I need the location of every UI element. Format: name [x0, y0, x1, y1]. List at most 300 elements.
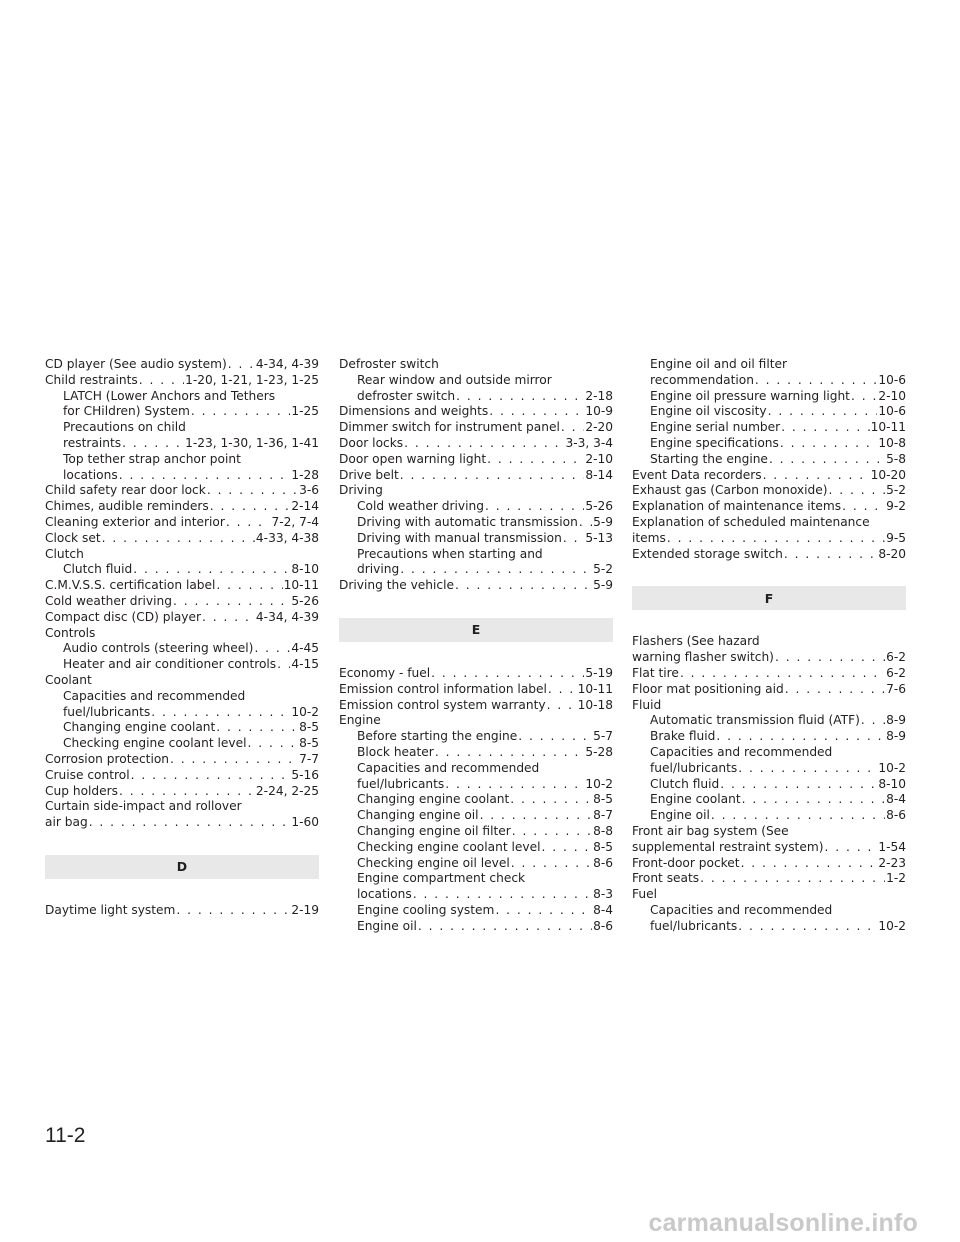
entry-text: Driving the vehicle: [339, 578, 454, 593]
index-subentry: [632, 745, 906, 761]
entry-text: items: [632, 530, 666, 545]
entry-text: Driving: [339, 483, 383, 498]
dot-leader: [561, 420, 584, 436]
index-entry: [45, 499, 319, 515]
index-subentry: [339, 824, 613, 840]
entry-text: warning flasher switch): [632, 650, 774, 665]
entry-text: defroster switch: [357, 388, 456, 403]
index-subentry: [339, 808, 613, 824]
entry-text: Curtain side-impact and rollover: [45, 799, 242, 814]
page-reference: 2-14: [291, 499, 319, 514]
entry-text: Starting the engine: [650, 451, 768, 466]
dot-leader: [191, 404, 290, 420]
index-subentry: [339, 761, 613, 777]
page-reference: 8-5: [593, 839, 613, 854]
entry-text: Exhaust gas (Carbon monoxide): [632, 483, 828, 498]
entry-text: Driving with automatic transmission: [357, 514, 578, 529]
page-reference: 10-11: [577, 681, 613, 696]
page-reference: 9-5: [886, 530, 906, 545]
index-subentry: [339, 840, 613, 856]
index-entry: [632, 666, 906, 682]
dot-leader: [489, 404, 584, 420]
entry-text: Chimes, audible reminders: [45, 499, 209, 514]
index-entry: [632, 515, 906, 531]
page-reference: 8-4: [593, 902, 613, 917]
index-entry: [45, 531, 319, 547]
page-reference: 10-11: [283, 578, 319, 593]
index-subentry: [339, 919, 613, 935]
page-reference: 4-33, 4-38: [255, 530, 319, 545]
page-reference: 1-54: [878, 839, 906, 854]
dot-leader: [780, 436, 877, 452]
dot-leader: [563, 531, 585, 547]
index-subentry: [632, 452, 906, 468]
dot-leader: [133, 562, 290, 578]
section-header: F: [632, 586, 906, 610]
entry-text: Dimensions and weights: [339, 404, 489, 419]
index-subentry: [339, 729, 613, 745]
index-entry: [632, 483, 906, 499]
index-subentry: [632, 436, 906, 452]
dot-leader: [216, 578, 282, 594]
index-entry: [632, 887, 906, 903]
entry-text: Fluid: [632, 697, 662, 712]
index-subentry: [339, 777, 613, 793]
entry-text: Engine oil pressure warning light: [650, 388, 850, 403]
index-entry: [45, 594, 319, 610]
entry-text: Cold weather driving: [357, 499, 484, 514]
page-reference: 2-20: [585, 420, 613, 435]
entry-text: Engine cooling system: [357, 902, 495, 917]
entry-text: Capacities and recommended: [650, 902, 833, 917]
page-reference: 10-11: [870, 420, 906, 435]
dot-leader: [541, 840, 592, 856]
page-reference: 8-9: [886, 729, 906, 744]
index-subentry: [45, 468, 319, 484]
index-subentry: [339, 871, 613, 887]
index-entry: [339, 420, 613, 436]
index-entry: [339, 682, 613, 698]
dot-leader: [851, 389, 877, 405]
index-subentry: [339, 887, 613, 903]
page-reference: 5-8: [886, 451, 906, 466]
index-entry: [339, 713, 613, 729]
dot-leader: [228, 357, 255, 373]
dot-leader: [277, 657, 290, 673]
page-reference: 8-4: [886, 792, 906, 807]
entry-text: Heater and air conditioner controls: [63, 657, 277, 672]
entry-text: for CHildren) System: [63, 404, 190, 419]
dot-leader: [400, 562, 592, 578]
page-reference: 10-2: [878, 918, 906, 933]
dot-leader: [755, 373, 877, 389]
index-subentry: [339, 562, 613, 578]
index-entry: [632, 547, 906, 563]
entry-text: Controls: [45, 625, 96, 640]
index-entry: [45, 357, 319, 373]
entry-text: C.M.V.S.S. certification label: [45, 578, 216, 593]
dot-leader: [716, 729, 885, 745]
index-column-2: [339, 357, 613, 935]
dot-leader: [131, 768, 291, 784]
dot-leader: [413, 887, 592, 903]
index-entry: [45, 815, 319, 831]
index-subentry: [632, 777, 906, 793]
dot-leader: [579, 515, 592, 531]
entry-text: Floor mat positioning aid: [632, 681, 784, 696]
dot-leader: [400, 468, 585, 484]
page-reference: 2-24, 2-25: [255, 783, 319, 798]
entry-text: Clutch fluid: [63, 562, 133, 577]
dot-leader: [456, 389, 584, 405]
dot-leader: [738, 919, 877, 935]
index-subentry: [632, 404, 906, 420]
entry-text: Brake fluid: [650, 729, 716, 744]
dot-leader: [202, 610, 255, 626]
index-entry: [632, 856, 906, 872]
dot-leader: [680, 666, 885, 682]
entry-text: Engine: [339, 713, 381, 728]
entry-text: Front seats: [632, 871, 700, 886]
page-reference: 4-15: [291, 657, 319, 672]
dot-leader: [170, 752, 298, 768]
entry-text: Changing engine coolant: [357, 792, 510, 807]
entry-text: Child safety rear door lock: [45, 483, 206, 498]
page-reference: 8-20: [878, 546, 906, 561]
dot-leader: [431, 666, 584, 682]
dot-leader: [512, 824, 592, 840]
page-reference: 5-19: [585, 665, 613, 680]
index-subentry: [632, 808, 906, 824]
page-reference: 10-6: [878, 404, 906, 419]
dot-leader: [254, 641, 290, 657]
entry-text: restraints: [63, 435, 122, 450]
entry-text: Precautions on child: [63, 420, 186, 435]
dot-leader: [455, 578, 592, 594]
dot-leader: [842, 499, 885, 515]
dot-leader: [824, 840, 877, 856]
index-subentry: [339, 515, 613, 531]
index-entry: [45, 784, 319, 800]
entry-text: Dimmer switch for instrument panel: [339, 420, 560, 435]
dot-leader: [548, 682, 577, 698]
entry-text: fuel/lubricants: [650, 760, 738, 775]
page-reference: 5-13: [585, 530, 613, 545]
index-column-1: [45, 357, 319, 919]
index-subentry: [45, 689, 319, 705]
dot-leader: [102, 531, 255, 547]
page-reference: 5-7: [593, 729, 613, 744]
entry-text: Capacities and recommended: [357, 760, 540, 775]
index-entry: [45, 799, 319, 815]
entry-text: Engine oil: [357, 918, 417, 933]
dot-leader: [139, 373, 184, 389]
dot-leader: [711, 808, 885, 824]
index-entry: [45, 515, 319, 531]
entry-text: Before starting the engine: [357, 729, 518, 744]
entry-text: Cup holders: [45, 783, 119, 798]
entry-text: Capacities and recommended: [650, 744, 833, 759]
dot-leader: [511, 856, 592, 872]
entry-text: Economy - fuel: [339, 665, 431, 680]
watermark: carmanualsonline.info: [648, 1209, 918, 1237]
entry-text: Engine coolant: [650, 792, 741, 807]
entry-text: Corrosion protection: [45, 751, 170, 766]
dot-leader: [119, 784, 255, 800]
page-reference: 5-26: [585, 499, 613, 514]
index-entry: [45, 626, 319, 642]
dot-leader: [763, 468, 870, 484]
dot-leader: [518, 729, 592, 745]
page-reference: 5-28: [585, 744, 613, 759]
index-subentry: [45, 641, 319, 657]
index-entry: [339, 404, 613, 420]
entry-text: Clutch fluid: [650, 776, 720, 791]
page-reference: 4-34, 4-39: [255, 609, 319, 624]
page-reference: 1-25: [291, 404, 319, 419]
index-entry: [632, 698, 906, 714]
entry-text: Front air bag system (See: [632, 823, 789, 838]
index-entry: [632, 468, 906, 484]
index-subentry: [45, 452, 319, 468]
page-reference: 8-3: [593, 887, 613, 902]
index-entry: [45, 673, 319, 689]
dot-leader: [720, 777, 877, 793]
entry-text: Explanation of scheduled maintenance: [632, 514, 870, 529]
index-entry: [632, 840, 906, 856]
entry-text: fuel/lubricants: [650, 918, 738, 933]
dot-leader: [404, 436, 564, 452]
index-entry: [45, 610, 319, 626]
page-reference: 2-18: [585, 388, 613, 403]
index-entry: [339, 578, 613, 594]
page-number: 11-2: [45, 1124, 86, 1147]
entry-text: Extended storage switch: [632, 546, 783, 561]
page-reference: 10-2: [878, 760, 906, 775]
page-reference: 7-2, 7-4: [271, 514, 319, 529]
dot-leader: [861, 713, 885, 729]
dot-leader: [122, 436, 184, 452]
entry-text: Emission control information label: [339, 681, 547, 696]
index-entry: [632, 531, 906, 547]
index-entry: [632, 871, 906, 887]
entry-text: Cleaning exterior and interior: [45, 514, 225, 529]
index-subentry: [632, 729, 906, 745]
entry-text: Checking engine oil level: [357, 855, 510, 870]
entry-text: Changing engine oil filter: [357, 823, 511, 838]
dot-leader: [485, 499, 584, 515]
entry-text: Engine oil viscosity: [650, 404, 767, 419]
index-entry: [632, 499, 906, 515]
dot-leader: [781, 420, 869, 436]
dot-leader: [667, 531, 885, 547]
index-subentry: [339, 373, 613, 389]
entry-text: Block heater: [357, 744, 434, 759]
index-subentry: [632, 420, 906, 436]
dot-leader: [510, 792, 592, 808]
entry-text: Compact disc (CD) player: [45, 609, 202, 624]
dot-leader: [495, 903, 592, 919]
index-subentry: [45, 404, 319, 420]
page-reference: 5-2: [886, 483, 906, 498]
index-entry: [339, 452, 613, 468]
page-reference: 8-8: [593, 823, 613, 838]
page-reference: 8-6: [593, 918, 613, 933]
index-subentry: [339, 903, 613, 919]
page-reference: 3-3, 3-4: [565, 435, 613, 450]
index-subentry: [632, 357, 906, 373]
index-entry: [45, 752, 319, 768]
page-reference: 8-10: [878, 776, 906, 791]
page-reference: 8-9: [886, 713, 906, 728]
section-header: E: [339, 618, 613, 642]
index-subentry: [45, 657, 319, 673]
page-reference: 8-5: [299, 720, 319, 735]
entry-text: Door locks: [339, 435, 404, 450]
index-subentry: [339, 792, 613, 808]
entry-text: CD player (See audio system): [45, 357, 227, 371]
index-entry: [632, 634, 906, 650]
index-subentry: [45, 436, 319, 452]
index-column-3: [632, 357, 906, 935]
page-reference: 6-2: [886, 650, 906, 665]
index-subentry: [45, 736, 319, 752]
page-reference: 5-16: [291, 767, 319, 782]
index-subentry: [45, 420, 319, 436]
entry-text: Clutch: [45, 546, 84, 561]
dot-leader: [487, 452, 584, 468]
page-reference: 5-9: [593, 514, 613, 529]
index-subentry: [632, 792, 906, 808]
index-entry: [632, 650, 906, 666]
page-reference: 6-2: [886, 665, 906, 680]
dot-leader: [769, 452, 885, 468]
index-entry: [632, 682, 906, 698]
page-reference: 10-20: [870, 467, 906, 482]
index-subentry: [339, 499, 613, 515]
entry-text: Clock set: [45, 530, 101, 545]
page-reference: 5-9: [593, 578, 613, 593]
dot-leader: [700, 871, 885, 887]
page-reference: 8-6: [593, 855, 613, 870]
page-reference: 8-14: [585, 467, 613, 482]
page-reference: 4-45: [291, 641, 319, 656]
index-entry: [339, 436, 613, 452]
index-subentry: [632, 761, 906, 777]
page-reference: 1-23, 1-30, 1-36, 1-41: [185, 435, 319, 450]
page-reference: 8-7: [593, 808, 613, 823]
page-reference: 1-2: [886, 871, 906, 886]
entry-text: air bag: [45, 815, 88, 830]
entry-text: Coolant: [45, 672, 92, 687]
index-entry: [339, 357, 613, 373]
dot-leader: [775, 650, 885, 666]
entry-text: Engine specifications: [650, 435, 779, 450]
page-reference: 10-6: [878, 372, 906, 387]
entry-text: Checking engine coolant level: [63, 736, 247, 751]
index-entry: [45, 373, 319, 389]
dot-leader: [226, 515, 271, 531]
entry-text: locations: [357, 887, 412, 902]
index-subentry: [632, 389, 906, 405]
index-entry: [45, 483, 319, 499]
dot-leader: [480, 808, 593, 824]
section-header: D: [45, 855, 319, 879]
entry-text: Engine compartment check: [357, 871, 526, 886]
entry-text: Changing engine oil: [357, 808, 479, 823]
entry-text: Fuel: [632, 887, 657, 902]
entry-text: Drive belt: [339, 467, 399, 482]
entry-text: driving: [357, 562, 400, 577]
index-subentry: [632, 713, 906, 729]
entry-text: Door open warning light: [339, 451, 487, 466]
index-subentry: [45, 705, 319, 721]
dot-leader: [418, 919, 592, 935]
page-reference: 10-18: [577, 697, 613, 712]
index-subentry: [45, 720, 319, 736]
entry-text: fuel/lubricants: [63, 704, 151, 719]
dot-leader: [210, 499, 291, 515]
entry-text: Explanation of maintenance items: [632, 499, 842, 514]
page-reference: 5-26: [291, 593, 319, 608]
dot-leader: [738, 761, 877, 777]
dot-leader: [119, 468, 291, 484]
page-reference: 2-23: [878, 855, 906, 870]
dot-leader: [151, 705, 290, 721]
page-reference: 8-5: [593, 792, 613, 807]
dot-leader: [207, 483, 298, 499]
index-subentry: [339, 745, 613, 761]
page-reference: 1-20, 1-21, 1-23, 1-25: [185, 372, 319, 387]
entry-text: fuel/lubricants: [357, 776, 445, 791]
entry-text: Flat tire: [632, 665, 679, 680]
page-reference: 10-2: [291, 704, 319, 719]
entry-text: LATCH (Lower Anchors and Tethers: [63, 388, 276, 403]
dot-leader: [435, 745, 585, 761]
index-subentry: [339, 531, 613, 547]
entry-text: Audio controls (steering wheel): [63, 641, 254, 656]
entry-text: Checking engine coolant level: [357, 839, 541, 854]
page-reference: 1-60: [291, 815, 319, 830]
entry-text: recommendation: [650, 372, 754, 387]
dot-leader: [216, 720, 298, 736]
dot-leader: [741, 856, 878, 872]
entry-text: Precautions when starting and: [357, 546, 543, 561]
dot-leader: [445, 777, 584, 793]
index-entry: [632, 824, 906, 840]
entry-text: Defroster switch: [339, 357, 439, 371]
entry-text: Top tether strap anchor point: [63, 451, 241, 466]
entry-text: Event Data recorders: [632, 467, 762, 482]
page-reference: 8-6: [886, 808, 906, 823]
entry-text: Emission control system warranty: [339, 697, 546, 712]
dot-leader: [768, 404, 878, 420]
entry-text: Cold weather driving: [45, 593, 172, 608]
index-entry: [45, 547, 319, 563]
entry-text: Front-door pocket: [632, 855, 740, 870]
index-subentry: [632, 373, 906, 389]
index-subentry: [339, 547, 613, 563]
index-entry: [339, 698, 613, 714]
dot-leader: [785, 682, 885, 698]
page-reference: 10-2: [585, 776, 613, 791]
page-reference: 9-2: [886, 499, 906, 514]
index-subentry: [339, 856, 613, 872]
index-entry: [339, 483, 613, 499]
index-entry: [45, 768, 319, 784]
index-subentry: [632, 919, 906, 935]
page-reference: 2-10: [585, 451, 613, 466]
